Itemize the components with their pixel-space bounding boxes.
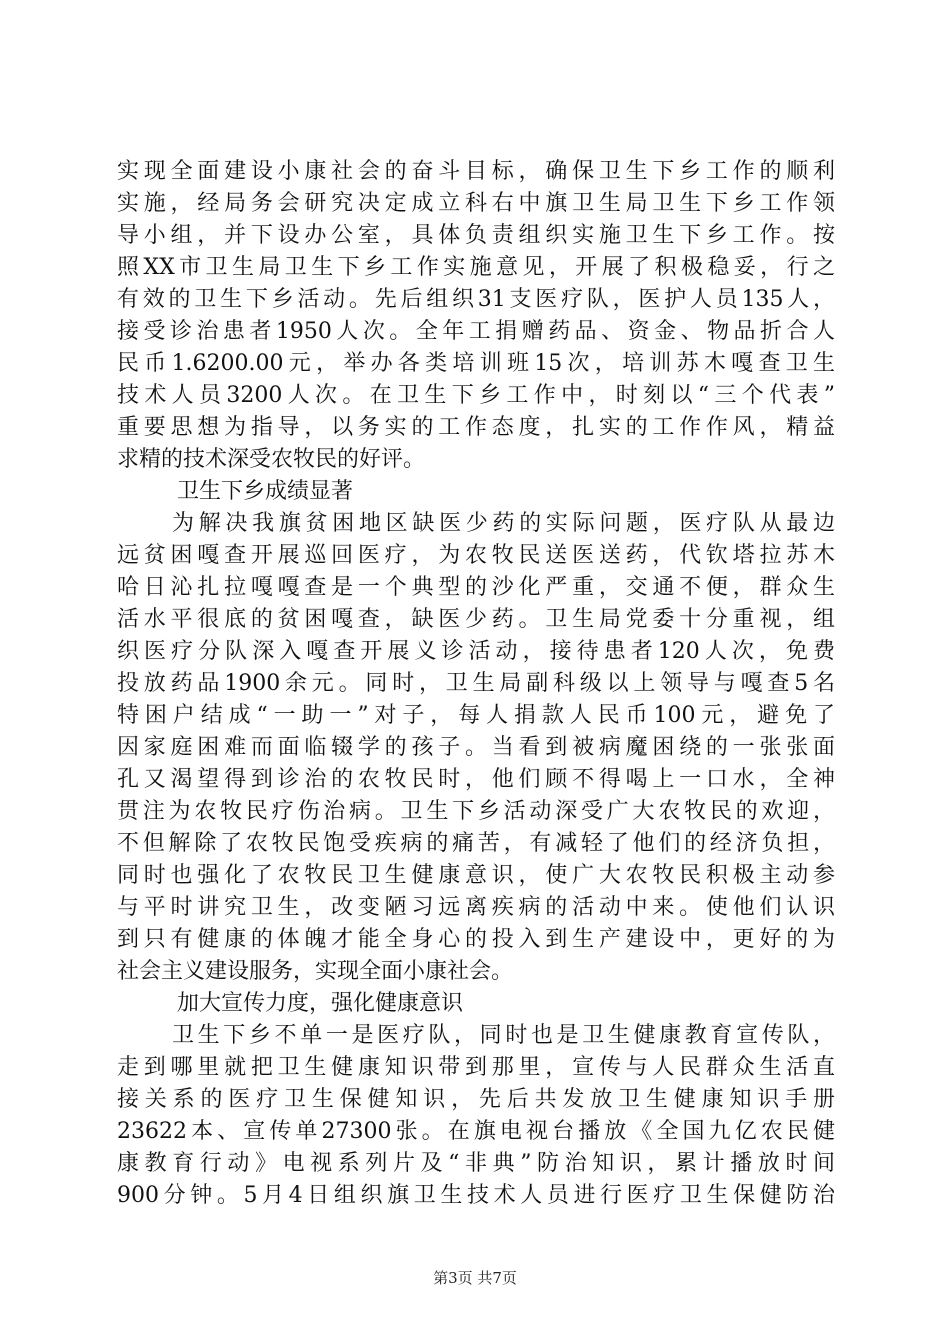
text-line: 技术人员3200人次。在卫生下乡工作中，时刻以“三个代表” — [117, 383, 835, 408]
text-line: 走到哪里就把卫生健康知识带到那里，宣传与人民群众生活直 — [117, 1055, 835, 1080]
text-line: 实施，经局务会研究决定成立科右中旗卫生局卫生下乡工作领 — [117, 191, 835, 216]
text-line: 导小组，并下设办公室，具体负责组织实施卫生下乡工作。按 — [117, 223, 835, 248]
text-line: 社会主义建设服务，实现全面小康社会。 — [117, 959, 514, 984]
text-line: 23622本、宣传单27300张。在旗电视台播放《全国九亿农民健 — [117, 1119, 835, 1144]
text-line: 有效的卫生下乡活动。先后组织31支医疗队，医护人员135人， — [117, 287, 835, 312]
text-line: 到只有健康的体魄才能全身心的投入到生产建设中，更好的为 — [117, 927, 835, 952]
paragraph-first-line: 为解决我旗贫困地区缺医少药的实际问题，医疗队从最边 — [172, 511, 835, 536]
text-line: 接受诊治患者1950人次。全年工捐赠药品、资金、物品折合人 — [117, 319, 835, 344]
page-number-footer: 第3页 共7页 — [433, 1269, 517, 1287]
section-heading: 加大宣传力度，强化健康意识 — [177, 991, 464, 1016]
text-line: 贯注为农牧民疗伤治病。卫生下乡活动深受广大农牧民的欢迎， — [117, 799, 835, 824]
text-line: 实现全面建设小康社会的奋斗目标，确保卫生下乡工作的顺利 — [117, 159, 835, 184]
text-line: 不但解除了农牧民饱受疾病的痛苦，有减轻了他们的经济负担， — [117, 831, 835, 856]
text-line: 照XX市卫生局卫生下乡工作实施意见，开展了积极稳妥，行之 — [117, 255, 835, 280]
text-line: 孔又渴望得到诊治的农牧民时，他们顾不得喝上一口水，全神 — [117, 767, 835, 792]
text-line: 特困户结成“一助一”对子，每人捐款人民币100元，避免了 — [117, 703, 835, 728]
text-line: 与平时讲究卫生，改变陋习远离疾病的活动中来。使他们认识 — [117, 895, 835, 920]
text-line: 重要思想为指导，以务实的工作态度，扎实的工作作风，精益 — [117, 415, 835, 440]
text-line: 求精的技术深受农牧民的好评。 — [117, 447, 426, 472]
text-line: 同时也强化了农牧民卫生健康意识，使广大农牧民积极主动参 — [117, 863, 835, 888]
text-line: 投放药品1900余元。同时，卫生局副科级以上领导与嘎查5名 — [117, 671, 835, 696]
text-line: 民币1.6200.00元，举办各类培训班15次，培训苏木嘎查卫生 — [117, 351, 835, 376]
text-line: 活水平很底的贫困嘎查，缺医少药。卫生局党委十分重视，组 — [117, 607, 835, 632]
text-line: 康教育行动》电视系列片及“非典”防治知识，累计播放时间 — [117, 1151, 835, 1176]
text-line: 900分钟。5月4日组织旗卫生技术人员进行医疗卫生保健防治 — [117, 1183, 835, 1208]
text-line: 哈日沁扎拉嘎嘎查是一个典型的沙化严重，交通不便，群众生 — [117, 575, 835, 600]
text-line: 远贫困嘎查开展巡回医疗，为农牧民送医送药，代钦塔拉苏木 — [117, 543, 835, 568]
text-line: 因家庭困难而面临辍学的孩子。当看到被病魔困绕的一张张面 — [117, 735, 835, 760]
paragraph-first-line: 卫生下乡不单一是医疗队，同时也是卫生健康教育宣传队， — [172, 1023, 835, 1048]
section-heading: 卫生下乡成绩显著 — [177, 479, 354, 504]
document-body — [117, 156, 835, 1212]
text-line: 织医疗分队深入嘎查开展义诊活动，接待患者120人次，免费 — [117, 639, 835, 664]
text-line: 接关系的医疗卫生保健知识，先后共发放卫生健康知识手册 — [117, 1087, 835, 1112]
